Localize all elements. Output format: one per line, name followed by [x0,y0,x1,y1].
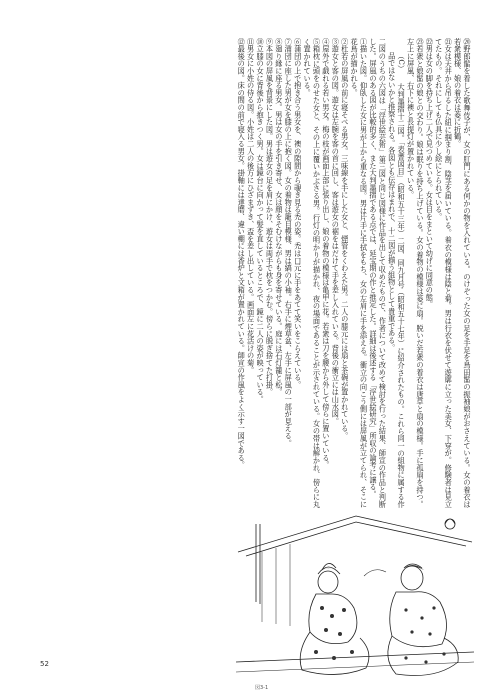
paragraph: ⑫最後の図。床の間の前で寝入る男女。掛軸には達磨、違い棚には香炉と文箱が置かれている。師宣の作風をよく示す一図である。 [237,38,247,469]
paragraph: ㉑女は天井から吊るした紐に掴まり割、陰茎を届いている。着衣の模様は陰と菊。男は行衣を伏せて遊廓に立った美女、下穿が。修験者は見立てたもの。それにしても仏具に少し絵にとられている。 [434,38,454,508]
page-number: 52 [40,660,49,668]
paragraph: ③遊女と客の図。遊女は左腕を客の首に回し、客は遊女の裾をはだけて手を差し入れている。背後の衝立には山水図。 [331,38,341,425]
paragraph: ㉒男は女の脚を持ち上げ二人で見つめている。女は目をまといて幼げに同意の態。 [425,38,435,309]
section-paragraph: （C） 大判墨摺十二図。「表書図目」（昭和五十三年）二図、同九月号（昭和五十七年）に紹介されたもの。これら同一の組物に属する作品ではないかと推察される。各図とも伝存はまれで、十二図が揃う組物として貴重である。 [387,52,407,508]
paragraph: ⑥蒲団の上で抱き合う男女を、襖の隙間から覗き見る禿の姿。禿は口元に手をあてて笑いをこらえている。 [293,38,303,389]
vertical-text-column [32,38,472,508]
paragraph: ⑳野郎髷を着した歌舞伎子が、女の肛門にある何かの物を入れている。のけぞった女の足を手足を鳥田髷の振袖娘がおさえている。女の着衣は若衆模様、娘の着衣は菱に折鶴。 [453,38,472,508]
paragraph: 二図のうちの六図は「浮世絵芸術」第三図と同じ図様に作品を出して収めたもので、作者について改めて検討を行った結果、師宣の作品と判断した。屏風のある図が比較的多く、また大判墨摺である点では、延宝期の作と推定した。詳細は後述する「浮世絵研究」所収の論考に譲る。 [368,38,388,508]
figure-caption: 図3-1 [255,685,269,691]
paragraph: ①描いた図。仰臥した女に男が上から重なる図。男は片手に手拭をもち、女の左肩に手を添える。衝立の向こう側には屏風が立てられ、そこに花鳥が描かれる。 [350,38,369,508]
ukiyoe-illustration [236,512,474,688]
paragraph: ⑦浦団に座した男が女を膝の上に抱く図。女の着物は籠目模様、男は縞の小袖。右手に煙草盆、左手に屏風の一部が見える。 [284,38,294,447]
paragraph: ㉓若衆と娘髷の娘との交わり。娘は眠りを持ち上げている。女の着物の模様は菱に扇。脱いだ若衆の着衣は唐草と扇の模様。手に孤扇を持つ。左上に屏風、右下に襖と長提灯が置かれている。 [406,38,425,508]
paragraph: ②杜若の屏風の前に寝そべる男女。三味線を手にした女と、煙管をくわえた男。二人の膝元には扇と茶碗が置かれている。 [340,38,350,440]
paragraph: ⑨本図の屏風を背景にした図。男は遊女の足を肩にかけ、遊女は両手で枕をつかむ。傍らに脱ぎ捨てた打掛。 [265,38,275,396]
paragraph: ⑩立膝の女に背後から抱きつく男。女は鏡台に向かって髪を直しているところで、鏡に二人の姿が映っている。 [256,38,266,403]
paragraph: ④屋外で戯れる若い男女。梅の枝が画面上部に張り出し、娘の着物の模様は亀甲に花。若衆は刀を腰から外して傍らに置いている。 [321,38,331,469]
illustration-drawing [236,512,474,688]
paragraph: ⑪男女に小姓の侍る図。小姓は二人の後方にひざまずき、盃を差し出している。画面左に花活けの菊。 [246,38,256,374]
paragraph: ⑧廻り縁に座る男女。男は女の手を引き寄せ、女は顔をそむけながらも身を寄せている。庭には石灯籠と松。 [274,38,284,396]
paragraph: ⑤箱枕に頭をのせた女と、その上に覆いかぶさる男。行灯の明かりが描かれ、夜の場面であることが示されている。女の帯は解かれ、傍らに丸く置かれている。 [303,38,322,508]
